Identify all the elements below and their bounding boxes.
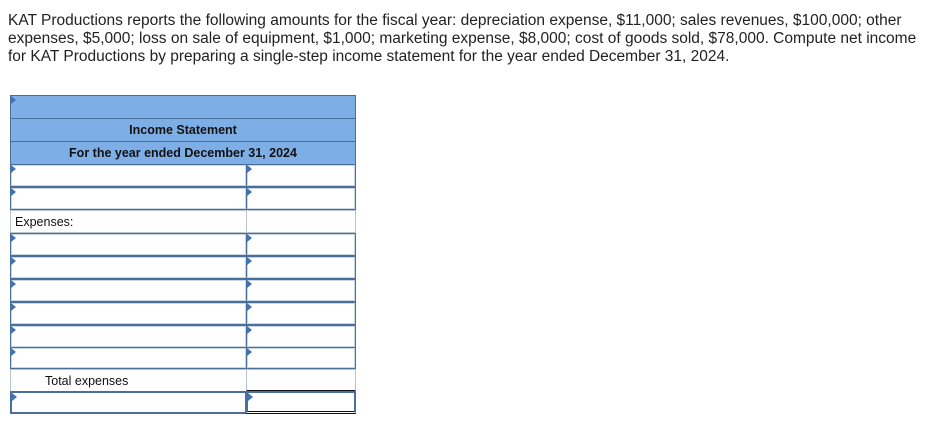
- dropdown-marker-icon: [11, 280, 16, 288]
- total-expenses-label: Total expenses: [45, 374, 129, 388]
- dropdown-marker-icon: [12, 393, 17, 401]
- expense-3-amount-input[interactable]: [246, 279, 356, 302]
- input-marker-icon: [248, 393, 253, 401]
- input-marker-icon: [247, 348, 252, 356]
- expenses-label: Expenses:: [15, 215, 74, 229]
- expenses-label-cell: [10, 210, 247, 233]
- revenue-label-dropdown[interactable]: [10, 164, 247, 187]
- expense-6-label-dropdown[interactable]: [10, 347, 247, 369]
- total-expenses-label-cell: [10, 369, 247, 392]
- expense-2-label-dropdown[interactable]: [10, 256, 247, 279]
- dropdown-marker-icon: [11, 96, 16, 104]
- expense-4-label-dropdown[interactable]: [10, 302, 247, 325]
- expense-4-amount-input[interactable]: [246, 302, 356, 325]
- expenses-amount-blank: [246, 210, 356, 233]
- statement-title-text: Income Statement: [129, 123, 237, 137]
- input-marker-icon: [247, 257, 252, 265]
- input-marker-icon: [247, 165, 252, 173]
- expense-5-amount-input[interactable]: [246, 325, 356, 348]
- dropdown-marker-icon: [11, 326, 16, 334]
- statement-title: [10, 119, 356, 142]
- statement-period-text: For the year ended December 31, 2024: [69, 146, 297, 160]
- input-marker-icon: [247, 234, 252, 242]
- dropdown-marker-icon: [11, 257, 16, 265]
- expense-3-label-dropdown[interactable]: [10, 279, 247, 302]
- dropdown-marker-icon: [11, 165, 16, 173]
- input-marker-icon: [247, 188, 252, 196]
- revenue-amount-input[interactable]: [246, 164, 356, 187]
- input-marker-icon: [247, 303, 252, 311]
- dropdown-marker-icon: [11, 234, 16, 242]
- expense-1-amount-input[interactable]: [246, 233, 356, 256]
- net-income-label-dropdown[interactable]: [10, 391, 247, 414]
- company-name-dropdown[interactable]: [10, 95, 356, 119]
- row2-amount-input[interactable]: [246, 187, 356, 210]
- dropdown-marker-icon: [11, 303, 16, 311]
- input-marker-icon: [247, 326, 252, 334]
- expense-6-amount-input[interactable]: [246, 347, 356, 369]
- net-income-amount-input[interactable]: [246, 391, 356, 414]
- expense-1-label-dropdown[interactable]: [10, 233, 247, 256]
- row2-label-dropdown[interactable]: [10, 187, 247, 210]
- statement-period: [10, 142, 356, 165]
- total-expenses-amount: [246, 369, 356, 392]
- dropdown-marker-icon: [11, 188, 16, 196]
- input-marker-icon: [247, 280, 252, 288]
- expense-2-amount-input[interactable]: [246, 256, 356, 279]
- dropdown-marker-icon: [11, 348, 16, 356]
- expense-5-label-dropdown[interactable]: [10, 325, 247, 348]
- problem-statement: KAT Productions reports the following amounts for the fiscal year: depreciation expense, $11,000; sales revenues, $100,000; other expenses, $5,000; loss on sale of equipment, $1,000; marketing expense, $8,000; cost of goods sold, $78,000. Compute net income for KAT Productions by preparing a single-step income statement for the year ended December 31, 2024.: [8, 12, 917, 65]
